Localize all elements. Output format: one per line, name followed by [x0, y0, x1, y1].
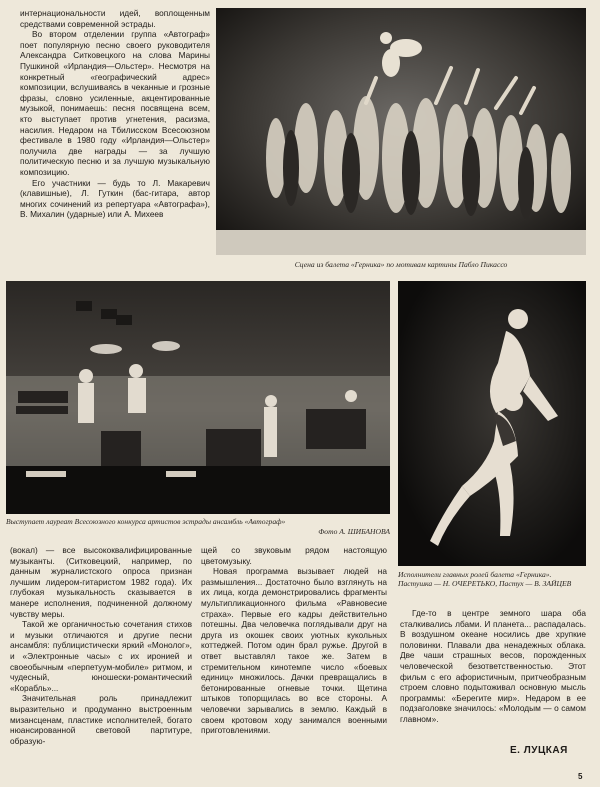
paragraph: Значительная роль принадлежит выразительно и продуманно выстроенным мизансценам, пластике исполнителей, богато нюансированной световой партитуре, образую- — [10, 693, 192, 746]
text-column-bottom-3 — [400, 608, 586, 725]
page-number: 5 — [578, 772, 583, 781]
text-column-bottom-2 — [201, 545, 387, 736]
ballet-photo-caption: Сцена из балета «Герника» по мотивам картины Пабло Пикассо — [294, 260, 508, 269]
duo-dancers-image — [398, 281, 586, 566]
photo-ballet-duo — [398, 281, 586, 566]
photo-band-autograph — [6, 281, 390, 514]
band-photo-credit: Фото А. ШИБАНОВА — [318, 527, 390, 536]
paragraph: интернациональности идей, воплощенным средствами современной эстрады. — [20, 8, 210, 29]
author-signature: Е. ЛУЦКАЯ — [510, 745, 568, 756]
paragraph: Его участники — будь то Л. Макаревич (клавишные), Л. Гуткин (бас-гитара, автор многих сочинений из репертуара «Автографа»), В. Михалин (ударные) или А. Михеев — [20, 177, 210, 220]
paragraph: Новая программа вызывает людей на размышления... Достаточно было взглянуть на их лица, когда демонстрировались фрагменты мультипликационного фильма «Равновесие страха». Первые его кадры действительно потешны. Два человечка поглядывали друг на друга из окошек своих уютных кукольных коттеджей. Потом один брал ружье. Другой в ответ выставлял такое же. Затем в стремительном кинотемпе число «боевых единиц» множилось. Дачки превращались в бетонированные огневые точки. Щетина штыков топорщилась во все стороны. А человечки зарывались в землю. Каждый в своем кротовом ходу занимался военными приготовлениями. — [201, 566, 387, 736]
text-column-top — [20, 8, 210, 220]
paragraph: Такой же органичностью сочетания стихов и музыки отличаются и другие песни ансамбля: публицистически яркий «Монолог», и «Электронные часы» с их иронией и своеобычным «перпетуум-мобиле» ритмом, и чудесный, юношески-романтический «Корабль»... — [10, 619, 192, 693]
paragraph: Во втором отделении группа «Автограф» поет популярную песню своего руководителя Александра Ситковецкого на слова Марины Пушкиной «Ирландия—Ольстер». Несмотря на конкретный «географический адрес» композиции, вслушиваясь в чеканные и грозные фразы, словно усиленные, акцентированные музыкой, понимаешь: песня посвящена всем, кто выступает против угнетения, расизма, насилия. Недаром на Тбилисском Всесоюзном фестивале в 1980 году «Ирландия—Ольстер» получила две награды — за лучшую политическую песню и за лучшую музыкальную композицию. — [20, 29, 210, 177]
band-stage-image — [6, 281, 390, 514]
ballet-scene-image — [216, 8, 586, 255]
paragraph: щей со звуковым рядом настоящую цветомузыку. — [201, 545, 387, 566]
text-column-bottom-1 — [10, 545, 192, 746]
duo-photo-caption: Исполнители главных ролей балета «Герника». Пастушка — Н. ОЧЕРЕТЬКО, Пастух — В. ЗАЙЦЕВ — [398, 570, 572, 588]
photo-ballet-guernica — [216, 8, 586, 255]
paragraph: (вокал) — все высококвалифицированные музыканты. (Ситковецкий, например, по данным журналистского опроса признан лучшим лидером-гитаристом 1982 года). Их глубокая музыкальность сказывается в манере исполнения, подчиненной должному чувству меры. — [10, 545, 192, 619]
paragraph: Где-то в центре земного шара оба сталкивались лбами. И планета... распадалась. В воздушном океане носились две хрупкие половинки. Плавали два ненадежных облака. Две чаши страшных весов, порожденных человеческой безответственностью. Этот фильм с его афористичным, притчеобразным строем словно подытоживал основную мысль программы: «Берегите мир». Недаром в ее подзаголовке значилось: «Молодым — о самом главном». — [400, 608, 586, 724]
band-photo-caption: Выступает лауреат Всесоюзного конкурса артистов эстрады ансамбль «Автограф» — [6, 517, 286, 526]
